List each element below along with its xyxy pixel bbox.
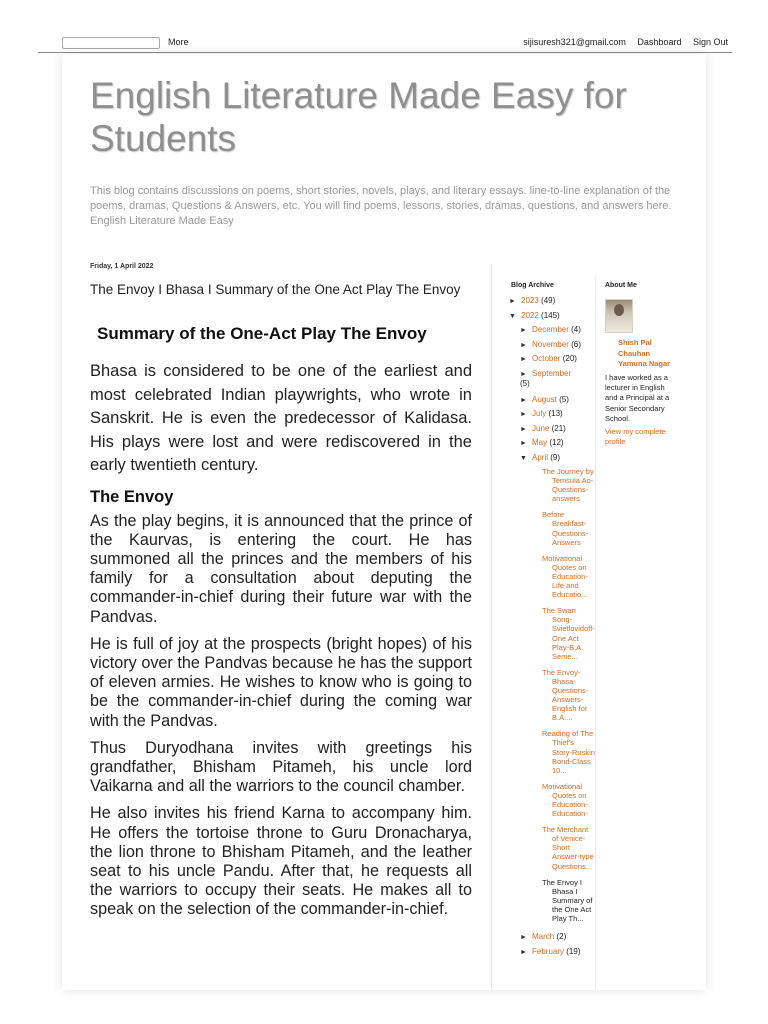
body-paragraph: Thus Duryodhana invites with greetings his grandfather, Bhisham Pitameh, his uncle lord Vaikarna and all the warriors to the council chamber. (90, 738, 472, 796)
post-count: (13) (548, 409, 563, 418)
sidebar-divider (491, 264, 492, 990)
post-count: (145) (541, 310, 560, 320)
author-bio: I have worked as a lecturer in English and a Principal at a Senior Secondary School. (605, 372, 670, 424)
summary-heading: Summary of the One-Act Play The Envoy (97, 324, 427, 343)
post-count: (4) (571, 325, 581, 334)
archive-month-link[interactable]: September (532, 368, 572, 378)
navbar-user-links (514, 37, 728, 47)
archive-year-link[interactable]: 2022 (521, 310, 539, 320)
navbar (38, 34, 732, 53)
archive-month-link[interactable]: May (532, 438, 548, 447)
post-title: The Envoy I Bhasa I Summary of the One Act Play The Envoy (90, 282, 461, 297)
archive-divider (595, 276, 596, 990)
author-avatar[interactable] (605, 299, 633, 333)
archive-month-link[interactable]: March (532, 932, 555, 942)
archive-post-link[interactable]: Reading of The Thief's Story-Ruskin Bond-Class 10... (542, 729, 595, 775)
archive-month-link[interactable]: April (532, 452, 549, 462)
about-me-heading: About Me (605, 282, 637, 289)
about-me (605, 299, 677, 447)
archive-post-link[interactable]: Motivational Quotes on Education-Life and Educatio... (542, 553, 588, 600)
archive-month-september (520, 367, 595, 393)
expand-arrow-icon[interactable]: ► (520, 356, 527, 363)
author-name-link[interactable]: Shish Pal Chauhan Yamuna Nagar (618, 338, 671, 368)
body-paragraph: As the play begins, it is announced that the prince of the Kaurvas, is entering the court. He has summoned all the princes and the members of his family for a consultation about deputing the commander-in-chief during their future war with the Pandvas. (90, 511, 472, 626)
sign-out-link[interactable]: Sign Out (692, 37, 728, 47)
archive-year-link[interactable]: 2023 (521, 296, 539, 305)
archive-month-november (520, 338, 595, 353)
archive-month-link[interactable]: August (532, 394, 557, 404)
view-profile-link[interactable]: View my complete profile (605, 426, 666, 446)
post-count: (49) (541, 296, 556, 305)
blog-archive (509, 294, 595, 959)
archive-month-august (520, 393, 595, 408)
blog-archive-heading: Blog Archive (511, 282, 554, 289)
expand-arrow-icon[interactable]: ► (520, 396, 527, 404)
archive-year-2023 (509, 294, 595, 309)
post-count: (5) (559, 394, 569, 404)
archive-year-2022 (509, 309, 595, 324)
post-date: Friday, 1 April 2022 (90, 263, 154, 270)
post-count: (20) (562, 354, 577, 363)
collapse-arrow-icon[interactable]: ▼ (520, 454, 527, 462)
expand-arrow-icon[interactable]: ► (520, 327, 527, 334)
archive-post-link[interactable]: Motivational Quotes on Education-Education- (542, 781, 588, 819)
archive-post-link[interactable]: The Journey by Temsula Ao-Questions-answers (542, 467, 594, 504)
archive-post-link[interactable]: The Envoy-Bhasa-Questions-Answers-English for B.A.... (542, 667, 589, 723)
archive-month-link[interactable]: June (532, 423, 550, 433)
expand-arrow-icon[interactable]: ► (520, 341, 527, 349)
archive-month-april (520, 451, 595, 466)
archive-month-february (520, 945, 595, 960)
archive-month-march (520, 930, 595, 945)
archive-month-link[interactable]: October (532, 354, 561, 363)
expand-arrow-icon[interactable]: ► (520, 370, 527, 378)
post-count: (9) (550, 452, 561, 462)
search-input[interactable] (62, 37, 160, 49)
post-count: (19) (566, 946, 581, 956)
dashboard-link[interactable]: Dashboard (637, 37, 682, 47)
archive-month-link[interactable]: November (532, 339, 569, 349)
post-count: (5) (520, 379, 530, 388)
body-paragraph: He is full of joy at the prospects (bright hopes) of his victory over the Pandvas because he has the support of eleven armies. He wishes to know who is going to be the commander-in-chief during the coming war with the Pandvas. (90, 634, 472, 730)
archive-month-july (520, 407, 595, 422)
post-count: (6) (571, 339, 581, 349)
archive-post-link[interactable]: Before Breakfast-Questions-Answers (542, 510, 589, 547)
blog-title[interactable]: English Literature Made Easy for Students (90, 75, 627, 159)
expand-arrow-icon[interactable]: ► (520, 440, 527, 447)
expand-arrow-icon[interactable]: ► (520, 934, 527, 942)
archive-post-link[interactable]: The Merchant of Venice-Short Answer-type Questions... (542, 825, 594, 871)
blog-description: This blog contains discussions on poems, short stories, novels, plays, and literary essays. line-to-line explanation of the poems, dramas, Questions & Answers, etc. You will find poems, lessons, stories, dramas, questions, and answers here. English Literature Made Easy (90, 185, 672, 227)
post-body (90, 324, 472, 928)
envoy-subheading: The Envoy (90, 487, 174, 506)
post-count: (21) (551, 423, 566, 433)
archive-month-june (520, 422, 595, 437)
expand-arrow-icon[interactable]: ► (520, 425, 527, 433)
archive-month-link[interactable]: December (532, 325, 569, 334)
more-link[interactable]: More (168, 37, 189, 47)
archive-months-2022 (520, 323, 595, 959)
post-count: (2) (556, 932, 567, 942)
current-post-item: The Envoy I Bhasa I Summary of the One Act Play Th... (542, 877, 593, 924)
intro-paragraph: Bhasa is considered to be one of the earliest and most celebrated Indian playwrights, who wrote in Sanskrit. He is even the predecessor of Kalidasa. His plays were lost and were rediscovered in the early twentieth century. (90, 362, 472, 474)
archive-month-december (520, 323, 595, 338)
post-count: (12) (549, 438, 564, 447)
archive-month-october (520, 352, 595, 367)
body-paragraph: He also invites his friend Karna to accompany him. He offers the tortoise throne to Guru Dronacharya, the lion throne to Bhisham Pitameh, and the leather seat to his uncle Pandu. After that, he requests all the warriors to occupy their seats. He makes all to speak on the selection of the commander-in-chief. (90, 804, 472, 919)
april-post-list (542, 467, 595, 923)
blog-page (62, 54, 706, 990)
archive-post-link[interactable]: The Swan Song-Svietlovidoff-One Act Play-B.A. Seme... (542, 606, 595, 661)
collapse-arrow-icon[interactable]: ▼ (509, 312, 516, 320)
expand-arrow-icon[interactable]: ► (509, 298, 516, 305)
user-email[interactable]: sijisuresh321@gmail.com (523, 37, 626, 47)
expand-arrow-icon[interactable]: ► (520, 411, 527, 418)
expand-arrow-icon[interactable]: ► (520, 948, 527, 956)
archive-month-may (520, 436, 595, 451)
archive-month-link[interactable]: July (532, 409, 547, 418)
archive-month-link[interactable]: February (532, 946, 565, 956)
